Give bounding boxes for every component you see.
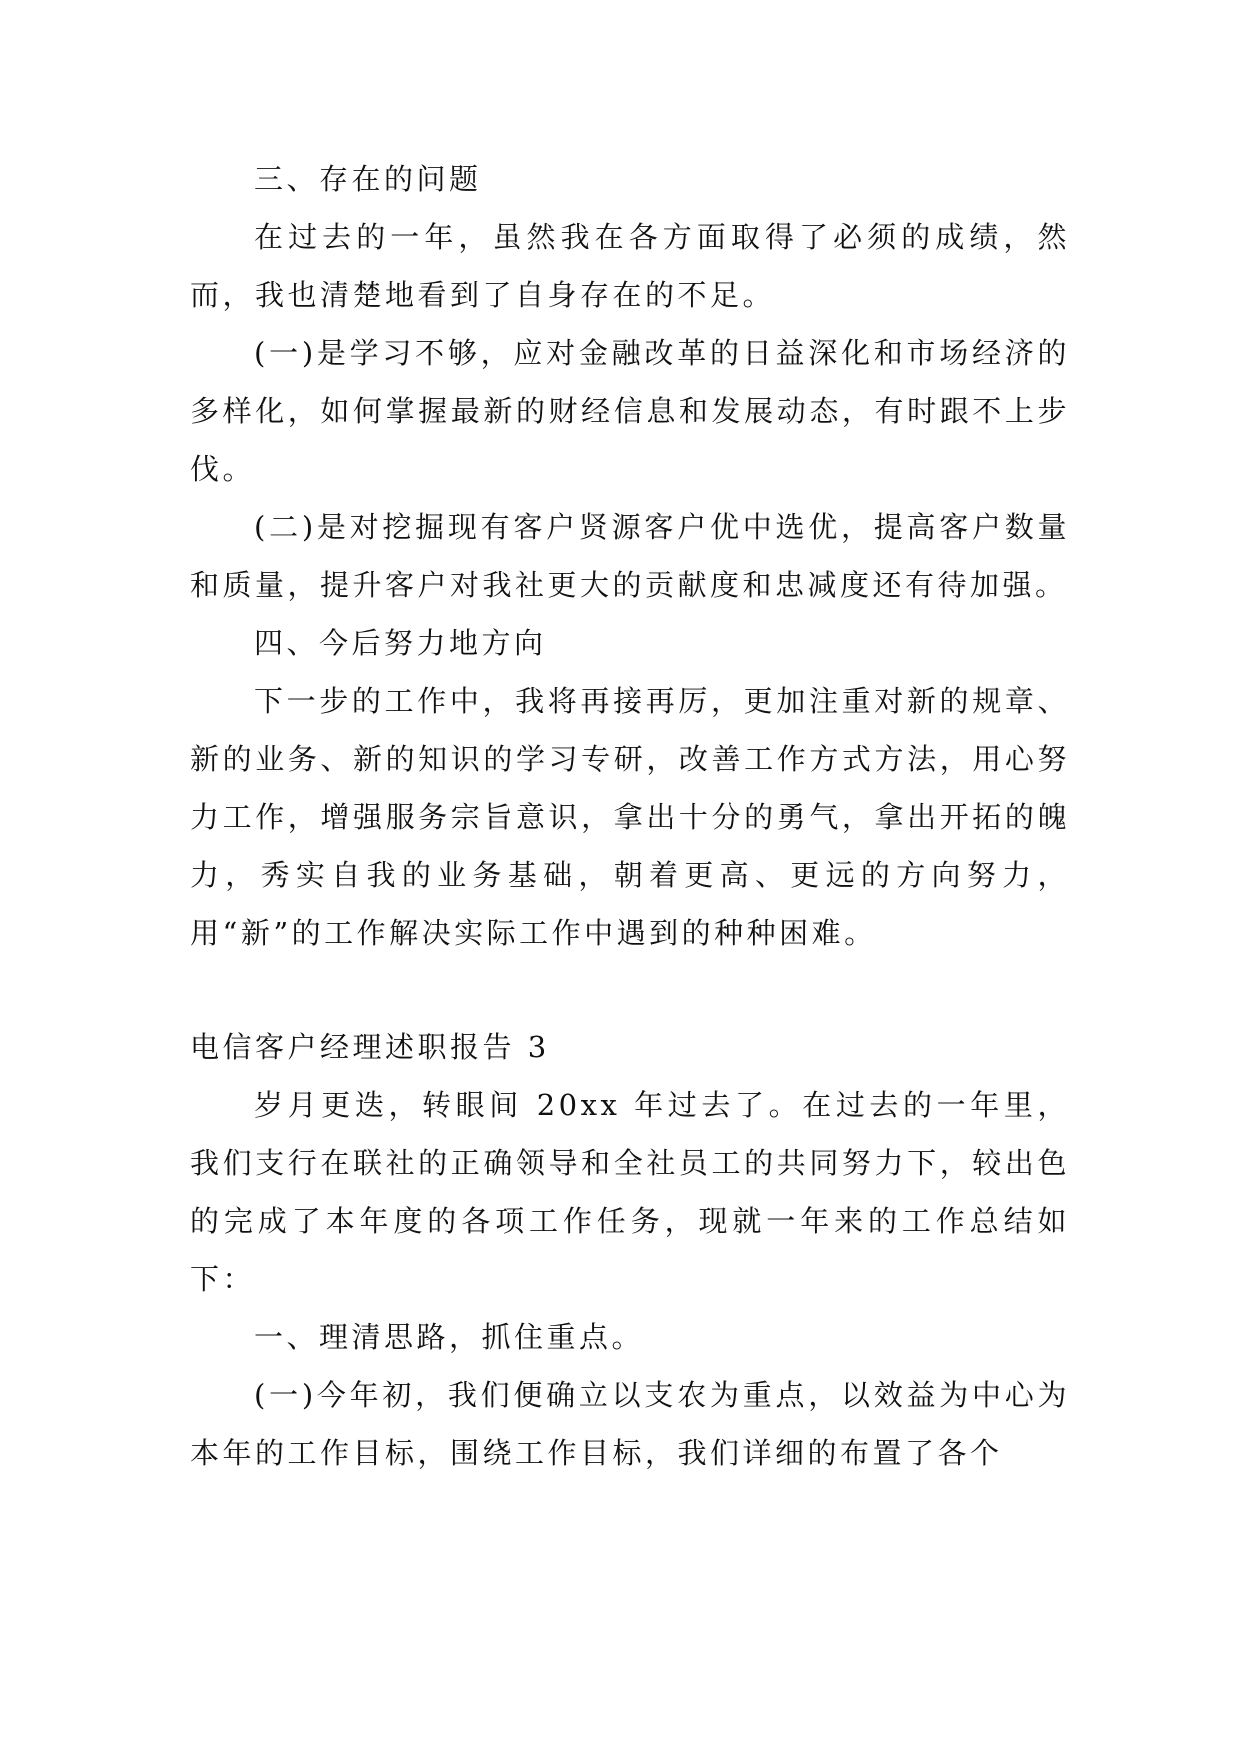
paragraph-direction: 下一步的工作中，我将再接再厉，更加注重对新的规章、新的业务、新的知识的学习专研，改善工作方式方法，用心努力工作，增强服务宗旨意识，拿出十分的勇气，拿出开拓的魄力，秀实自我的业务基础，朝着更高、更远的方向努力，用“新”的工作解决实际工作中遇到的种种困难。 bbox=[190, 684, 1070, 950]
paragraph-problems-intro: 在过去的一年，虽然我在各方面取得了必须的成绩，然而，我也清楚地看到了自身存在的不足。 bbox=[190, 220, 1070, 312]
section-heading-problems: 三、存在的问题 bbox=[254, 162, 482, 196]
report-title: 电信客户经理述职报告 3 bbox=[190, 1030, 550, 1064]
paragraph-problem-2: (二)是对挖掘现有客户贤源客户优中选优，提高客户数量和质量，提升客户对我社更大的贡献度和忠减度还有待加强。 bbox=[190, 510, 1070, 602]
paragraph-report-intro: 岁月更迭，转眼间 20xx 年过去了。在过去的一年里，我们支行在联社的正确领导和全社员工的共同努力下，较出色的完成了本年度的各项工作任务，现就一年来的工作总结如下： bbox=[190, 1088, 1070, 1296]
section-heading-direction: 四、今后努力地方向 bbox=[254, 626, 547, 660]
paragraph-report-item-1: (一)今年初，我们便确立以支农为重点，以效益为中心为本年的工作目标，围绕工作目标，我们详细的布置了各个 bbox=[190, 1378, 1070, 1470]
paragraph-problem-1: (一)是学习不够，应对金融改革的日益深化和市场经济的多样化，如何掌握最新的财经信息和发展动态，有时跟不上步伐。 bbox=[190, 336, 1070, 486]
document-body bbox=[190, 150, 1070, 1482]
section-heading-clarify: 一、理清思路，抓住重点。 bbox=[254, 1320, 645, 1354]
